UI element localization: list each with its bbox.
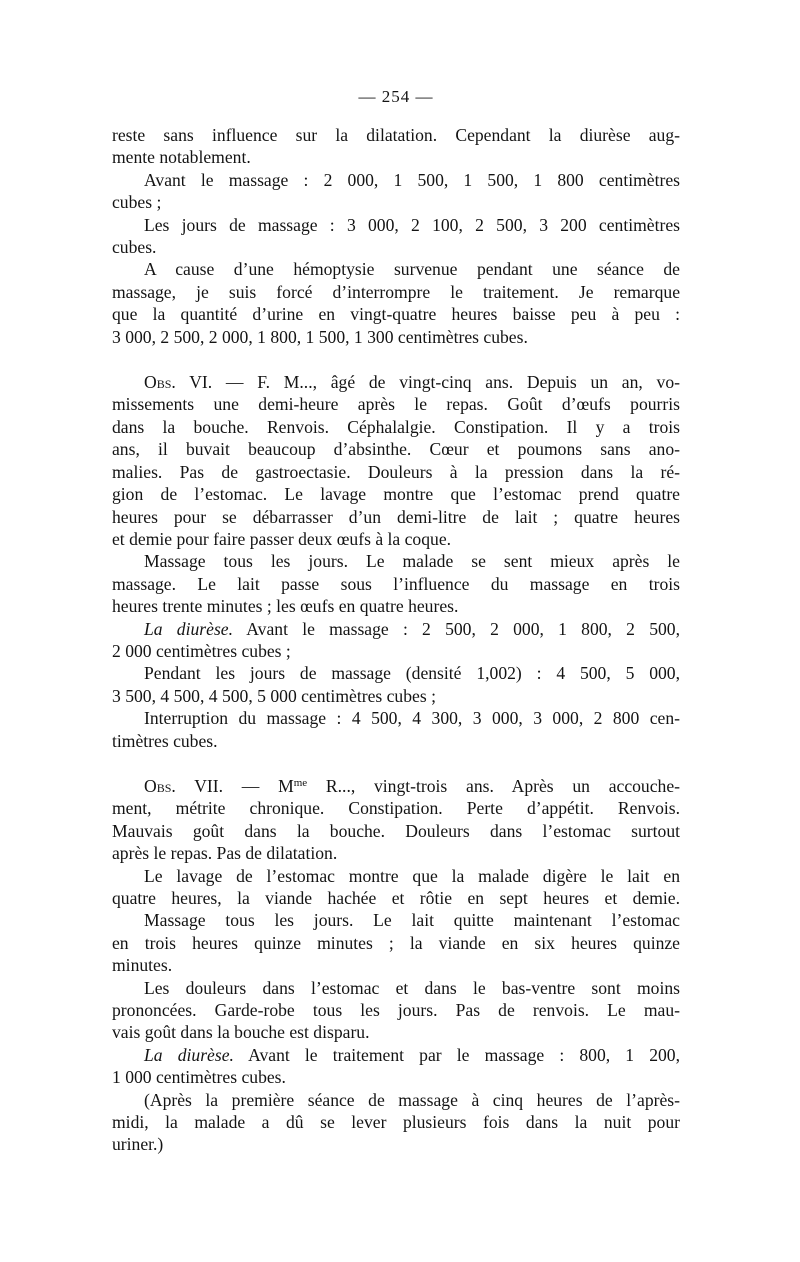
text-line: Les jours de massage : 3 000, 2 100, 2 500, 3 200 centimètres <box>144 214 680 235</box>
text-segment: Avant le traitement par le massage : 800, 1 200, <box>233 1044 680 1065</box>
diurese-label: La diurèse. <box>144 1044 234 1065</box>
text-line: mente notablement. <box>112 147 251 168</box>
text-line: et demie pour faire passer deux œufs à la coque. <box>112 528 452 549</box>
text-line: Massage tous les jours. Le lait quitte maintenant l’estomac <box>144 910 680 931</box>
text-line: 2 000 centimètres cubes ; <box>112 640 291 661</box>
superscript: me <box>293 776 308 789</box>
text-line: missements une demi-heure après le repas. Goût d’œufs pourris <box>112 394 680 415</box>
text-line: 3 000, 2 500, 2 000, 1 800, 1 500, 1 300 centimètres cubes. <box>112 326 528 347</box>
observation-7 <box>112 775 680 1156</box>
text-line: quatre heures, la viande hachée et rôtie en sept heures et demie. <box>112 888 680 908</box>
text-line: A cause d’une hémoptysie survenue pendant une séance de <box>144 259 680 280</box>
text-line <box>112 1044 680 1066</box>
section-gap <box>112 348 680 371</box>
text-line: prononcées. Garde-robe tous les jours. Pas de renvois. Le mau- <box>112 1000 680 1021</box>
text-line: Mauvais goût dans la bouche. Douleurs dans l’estomac surtout <box>112 820 680 841</box>
text-segment: — F. M..., âgé de vingt-cinq ans. Depuis un an, vo- <box>212 372 680 393</box>
text-line: Pendant les jours de massage (densité 1,002) : 4 500, 5 000, <box>144 663 680 684</box>
diurese-label: La diurèse. <box>144 618 234 639</box>
text-line: timètres cubes. <box>112 730 218 751</box>
text-line: heures trente minutes ; les œufs en quatre heures. <box>112 596 459 617</box>
text-line: Interruption du massage : 4 500, 4 300, 3 000, 3 000, 2 800 cen- <box>144 708 680 729</box>
text-line: 3 500, 4 500, 4 500, 5 000 centimètres cubes ; <box>112 685 436 706</box>
observation-6 <box>112 371 680 752</box>
paragraph-continuation <box>112 124 680 348</box>
text-line: dans la bouche. Renvois. Céphalalgie. Constipation. Il y a trois <box>112 416 680 437</box>
page-number: — 254 — <box>358 87 434 106</box>
text-segment: Avant le massage : 2 500, 2 000, 1 800, 2 500, <box>233 618 680 639</box>
text-line: après le repas. Pas de dilatation. <box>112 843 338 864</box>
text-line: massage. Le lait passe sous l’influence du massage en trois <box>112 573 680 594</box>
text-line <box>112 618 680 640</box>
text-line: reste sans influence sur la dilatation. Cependant la diurèse aug- <box>112 125 680 145</box>
text-line: que la quantité d’urine en vingt-quatre heures baisse peu à peu : <box>112 304 680 325</box>
observation-label: Obs. VI. <box>144 372 213 393</box>
text-line: Avant le massage : 2 000, 1 500, 1 500, 1 800 centimètres <box>144 169 680 190</box>
text-line: (Après la première séance de massage à cinq heures de l’après- <box>144 1089 680 1110</box>
text-line: cubes ; <box>112 192 162 213</box>
text-line: heures pour se débarrasser d’un demi-litre de lait ; quatre heures <box>112 506 680 527</box>
text-line: ment, métrite chronique. Constipation. Perte d’appétit. Renvois. <box>112 798 680 819</box>
text-line: vais goût dans la bouche est disparu. <box>112 1022 370 1043</box>
text-segment: — M <box>223 775 294 796</box>
text-line: cubes. <box>112 237 157 258</box>
text-line: ans, il buvait beaucoup d’absinthe. Cœur et poumons sans ano- <box>112 439 680 460</box>
text-line: malies. Pas de gastroectasie. Douleurs à la pression dans la ré- <box>112 461 680 482</box>
text-line: midi, la malade a dû se lever plusieurs fois dans la nuit pour <box>112 1112 680 1133</box>
text-line <box>112 371 680 393</box>
text-line: Massage tous les jours. Le malade se sent mieux après le <box>144 551 680 572</box>
text-line: Le lavage de l’estomac montre que la malade digère le lait en <box>144 865 680 886</box>
text-line: uriner.) <box>112 1134 164 1155</box>
text-line: 1 000 centimètres cubes. <box>112 1067 286 1088</box>
observation-label: Obs. VII. <box>144 775 224 796</box>
text-line <box>112 775 680 797</box>
text-line: Les douleurs dans l’estomac et dans le bas-ventre sont moins <box>144 977 680 998</box>
text-line: massage, je suis forcé d’interrompre le traitement. Je remarque <box>112 281 680 302</box>
section-gap <box>112 752 680 775</box>
text-line: minutes. <box>112 955 173 976</box>
book-page <box>112 86 680 1156</box>
text-segment: R..., vingt-trois ans. Après un accouche- <box>307 775 680 796</box>
text-line: gion de l’estomac. Le lavage montre que l’estomac prend quatre <box>112 484 680 505</box>
text-line: en trois heures quinze minutes ; la viande en six heures quinze <box>112 932 680 953</box>
